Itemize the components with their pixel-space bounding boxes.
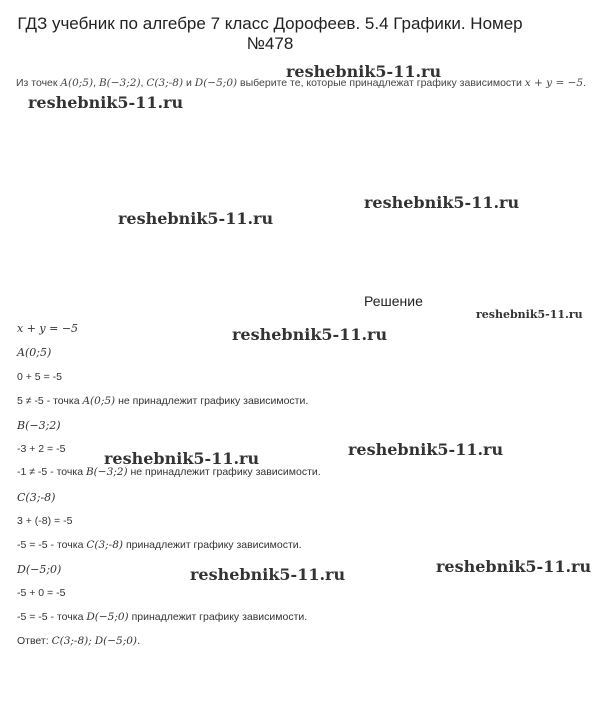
task-statement: Из точек A(0;5), B(−3;2), C(3;-8) и D(−5;0) выберите те, которые принадлежат графику зависимости x + y = −5. <box>16 77 586 89</box>
point-d-result <box>17 611 307 623</box>
point-a-label: A(0;5) <box>17 346 52 359</box>
task-suffix: . <box>583 77 586 89</box>
point-a-result-point: A(0;5) <box>82 395 116 407</box>
point-a-result-suffix: не принадлежит графику зависимости. <box>118 395 309 407</box>
watermark: reshebnik5-11.ru <box>28 93 184 112</box>
task-point-b: B(−3;2) <box>98 77 141 89</box>
point-b-result-point: B(−3;2) <box>85 466 128 478</box>
watermark: reshebnik5-11.ru <box>348 440 504 459</box>
watermark: reshebnik5-11.ru <box>476 308 583 321</box>
watermark: reshebnik5-11.ru <box>286 62 442 81</box>
task-point-d: D(−5;0) <box>194 77 238 89</box>
answer-point-d: D(−5;0). <box>94 635 141 647</box>
point-d-result-point: D(−5;0) <box>86 611 129 623</box>
point-c-result <box>17 539 302 551</box>
answer <box>17 635 140 647</box>
task-point-c: C(3;-8) <box>146 77 184 89</box>
point-a-result-prefix: 5 ≠ -5 - точка <box>17 395 80 407</box>
watermark: reshebnik5-11.ru <box>104 449 260 468</box>
answer-prefix: Ответ: <box>17 635 49 647</box>
point-d-result-prefix: -5 = -5 - точка <box>17 611 84 623</box>
point-d-calculation: -5 + 0 = -5 <box>17 587 66 599</box>
point-b-calculation: -3 + 2 = -5 <box>17 443 66 455</box>
watermark: reshebnik5-11.ru <box>364 193 520 212</box>
point-b-result-suffix: не принадлежит графику зависимости. <box>130 466 321 478</box>
point-c-result-suffix: принадлежит графику зависимости. <box>125 539 302 551</box>
point-b-label: B(−3;2) <box>17 419 61 432</box>
point-a-result <box>17 395 308 407</box>
watermark: reshebnik5-11.ru <box>436 557 592 576</box>
point-c-calculation: 3 + (-8) = -5 <box>17 515 73 527</box>
watermark: reshebnik5-11.ru <box>190 565 346 584</box>
solution-heading: Решение <box>364 293 423 309</box>
solution-equation: x + y = −5 <box>17 322 79 335</box>
point-c-label: C(3;-8) <box>17 491 56 504</box>
task-prefix: Из точек <box>16 77 58 89</box>
point-a-calculation: 0 + 5 = -5 <box>17 371 62 383</box>
point-b-result-prefix: -1 ≠ -5 - точка <box>17 466 84 478</box>
answer-point-c: C(3;-8); <box>51 635 92 647</box>
point-c-result-prefix: -5 = -5 - точка <box>17 539 84 551</box>
page-title-line-1: ГДЗ учебник по алгебре 7 класс Дорофеев. 5.4 Графики. Номер <box>17 14 523 33</box>
page-title-line-2: №478 <box>246 34 294 53</box>
watermark: reshebnik5-11.ru <box>232 325 388 344</box>
point-c-result-point: C(3;-8) <box>86 539 124 551</box>
task-middle: выберите те, которые принадлежат графику зависимости <box>240 77 522 89</box>
point-d-result-suffix: принадлежит графику зависимости. <box>131 611 308 623</box>
point-d-label: D(−5;0) <box>17 563 62 576</box>
point-b-result <box>17 466 321 478</box>
task-equation: x + y = −5 <box>524 77 584 89</box>
task-and: и <box>186 77 192 89</box>
task-point-a: A(0;5) <box>60 77 94 89</box>
page-title <box>0 14 540 54</box>
watermark: reshebnik5-11.ru <box>118 209 274 228</box>
